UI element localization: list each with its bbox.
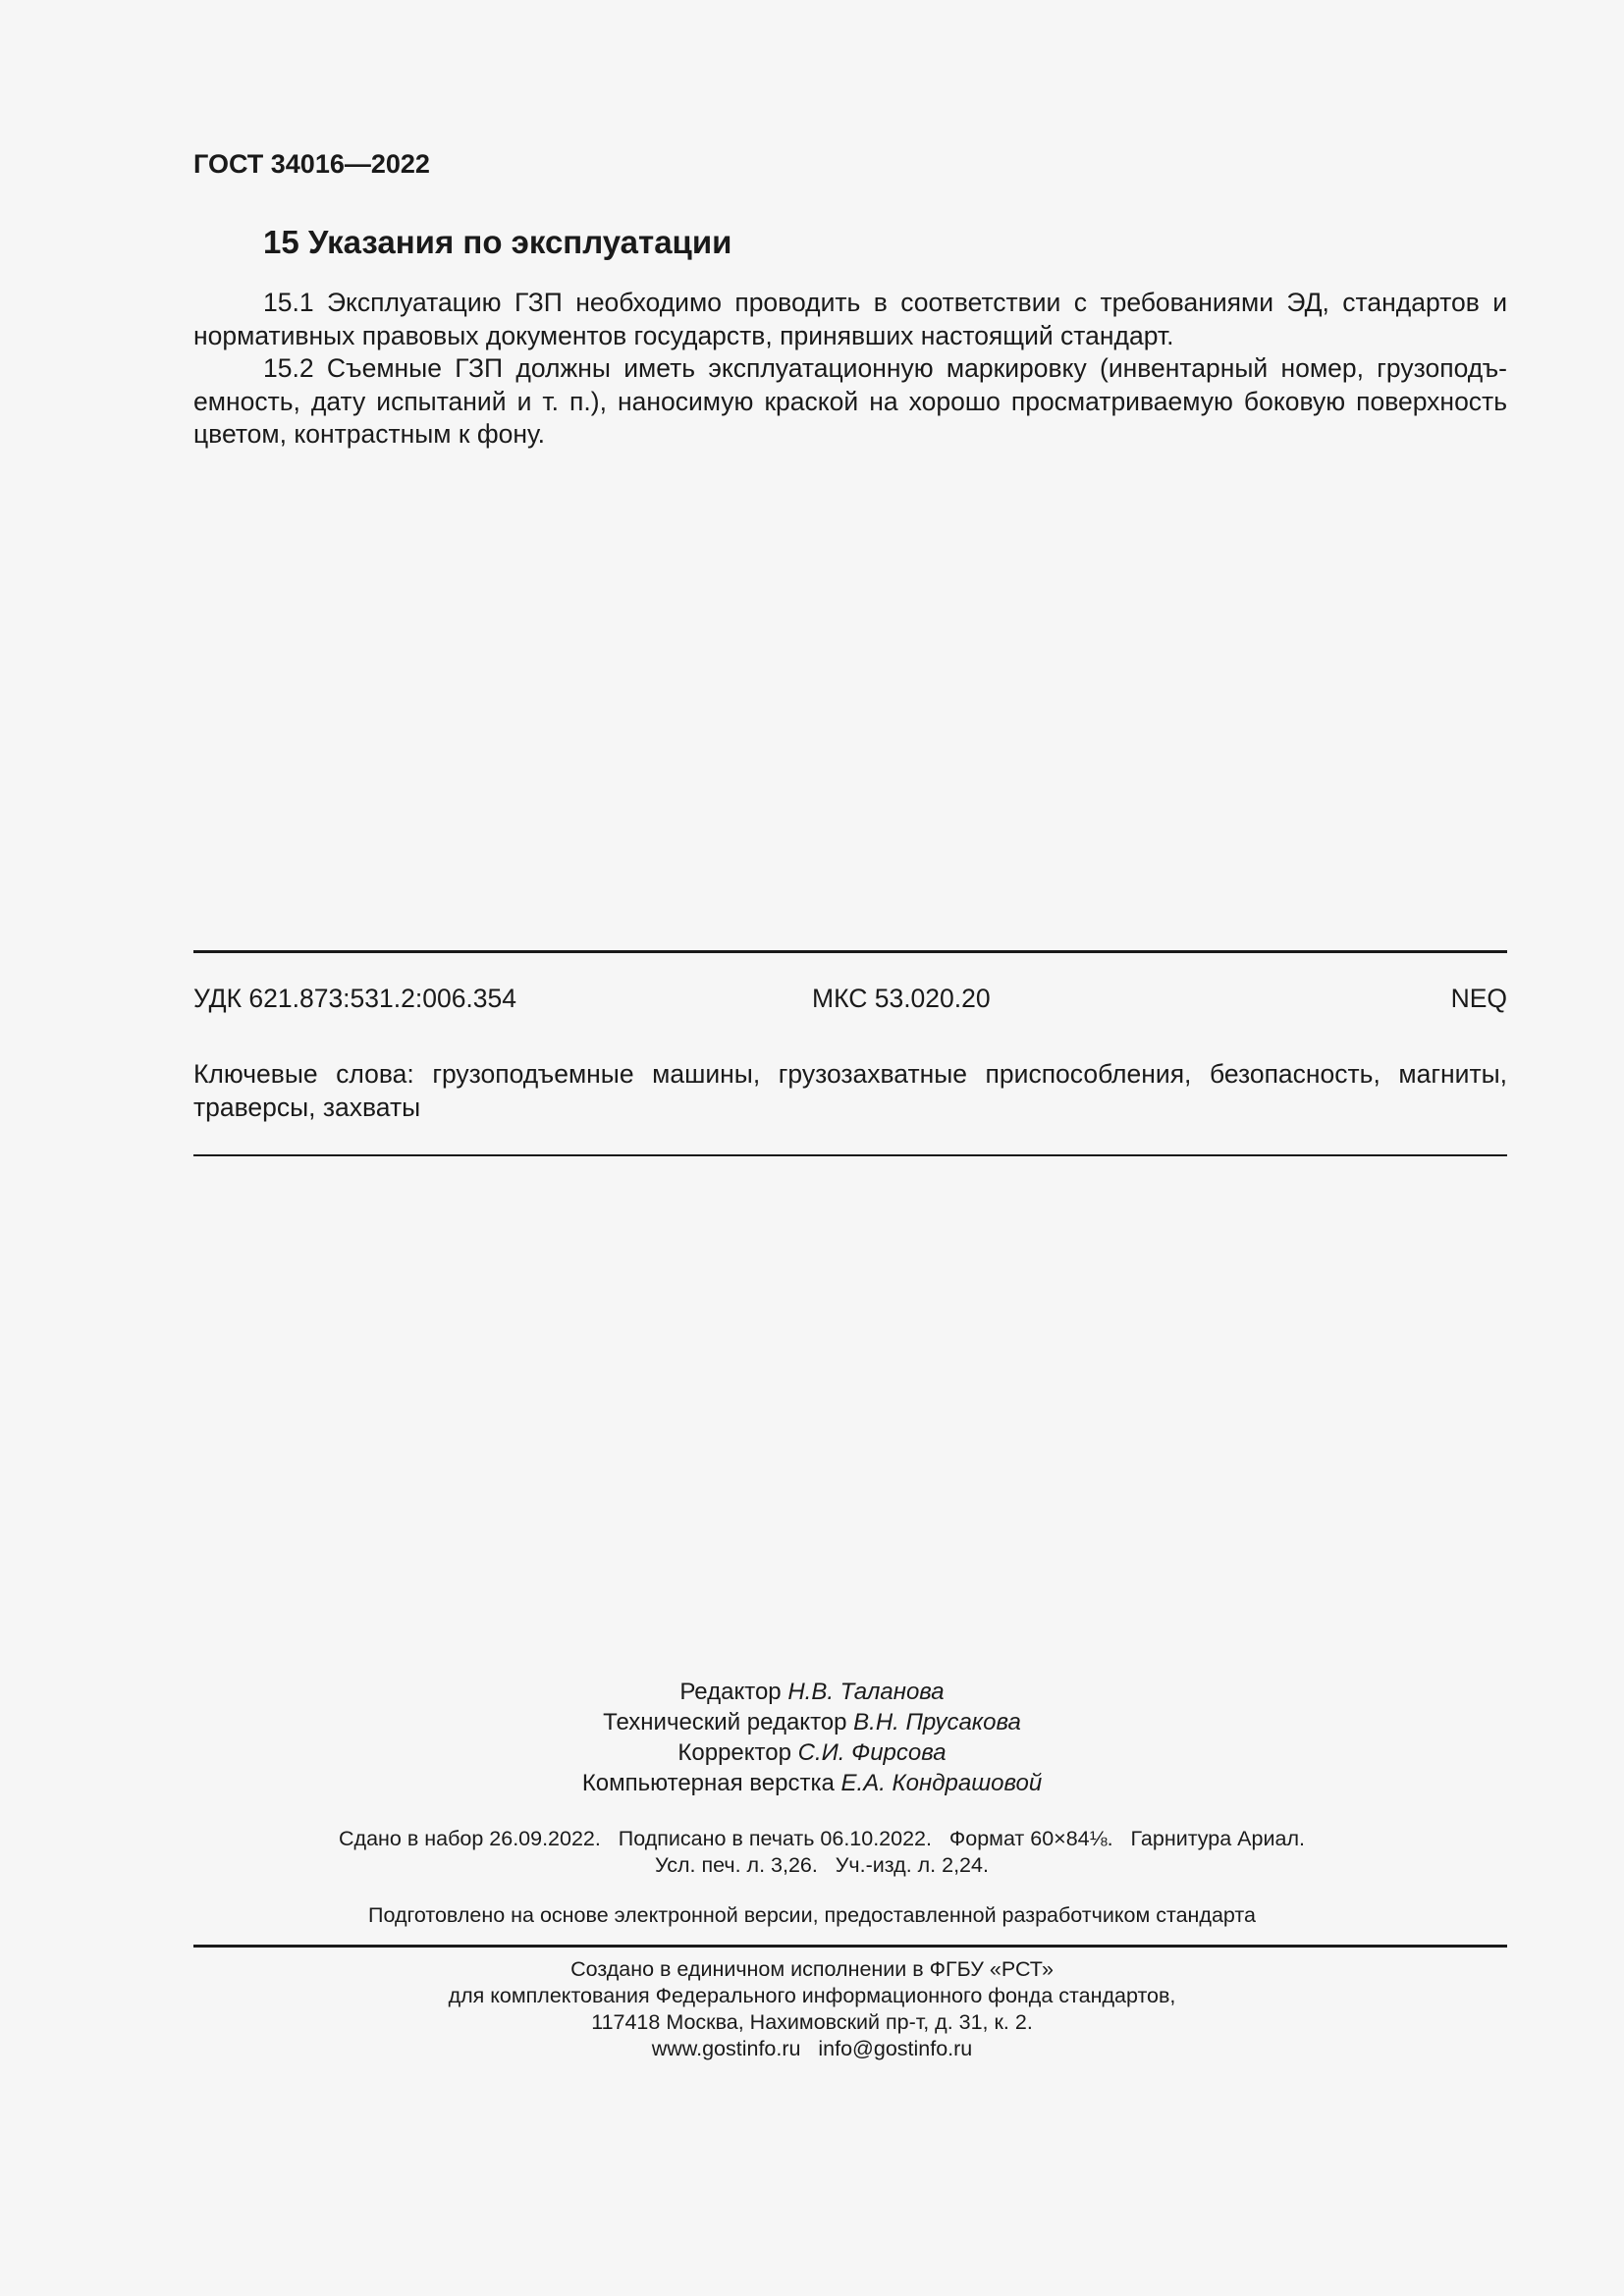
keywords: Ключевые слова: грузоподъемные машины, грузозахватные приспособления, безопасность, магниты, траверсы, захваты — [193, 1059, 1507, 1122]
credit-editor: Редактор Н.В. Таланова — [679, 1679, 945, 1705]
print-info — [0, 1826, 1624, 1879]
print-info-line: Сдано в набор 26.09.2022. Подписано в печать 06.10.2022. Формат 60×84⅛. Гарнитура Ариал. — [339, 1827, 1305, 1850]
divider — [193, 950, 1507, 953]
credit-corrector: Корректор С.И. Фирсова — [677, 1739, 947, 1766]
paragraph-15-1 — [193, 287, 1507, 352]
print-info-line: Усл. печ. л. 3,26. Уч.-изд. л. 2,24. — [655, 1853, 989, 1877]
udk-code: УДК 621.873:531.2:006.354 — [193, 984, 517, 1013]
credits — [0, 1677, 1624, 1798]
equivalence-degree: NEQ — [1450, 984, 1507, 1013]
paragraph-text: 15.2 Съемные ГЗП должны иметь эксплуатационную маркировку (инвентарный номер, грузоподъемность, дату испытаний и т. п.), наносимую краской на хорошо просматриваемую боковую поверхность цветом, контрастным к фону. — [193, 353, 1507, 449]
publisher-line: 117418 Москва, Нахимовский пр-т, д. 31, к. 2. — [591, 2010, 1033, 2034]
publisher-line: Создано в единичном исполнении в ФГБУ «РСТ» — [570, 1957, 1054, 1981]
paragraph-15-2 — [193, 352, 1507, 452]
credit-tech-editor: Технический редактор В.Н. Прусакова — [603, 1709, 1021, 1735]
publisher-links: www.gostinfo.ru info@gostinfo.ru — [651, 2037, 973, 2060]
paragraph-text: 15.1 Эксплуатацию ГЗП необходимо проводить в соответствии с требованиями ЭД, стандартов и нормативных правовых документов государств, принявших настоящий стандарт. — [193, 288, 1507, 350]
prepared-note: Подготовлено на основе электронной версии, предоставленной разработчиком стандарта — [368, 1903, 1256, 1927]
publisher-line: для комплектования Федерального информационного фонда стандартов, — [448, 1984, 1176, 2007]
publisher-info — [0, 1956, 1624, 2062]
mks-code: МКС 53.020.20 — [812, 984, 991, 1013]
credit-layout: Компьютерная верстка Е.А. Кондрашовой — [581, 1770, 1043, 1796]
section-title: 15 Указания по эксплуатации — [263, 224, 732, 260]
divider — [193, 1154, 1507, 1156]
document-id: ГОСТ 34016—2022 — [193, 149, 430, 179]
divider — [193, 1945, 1507, 1948]
